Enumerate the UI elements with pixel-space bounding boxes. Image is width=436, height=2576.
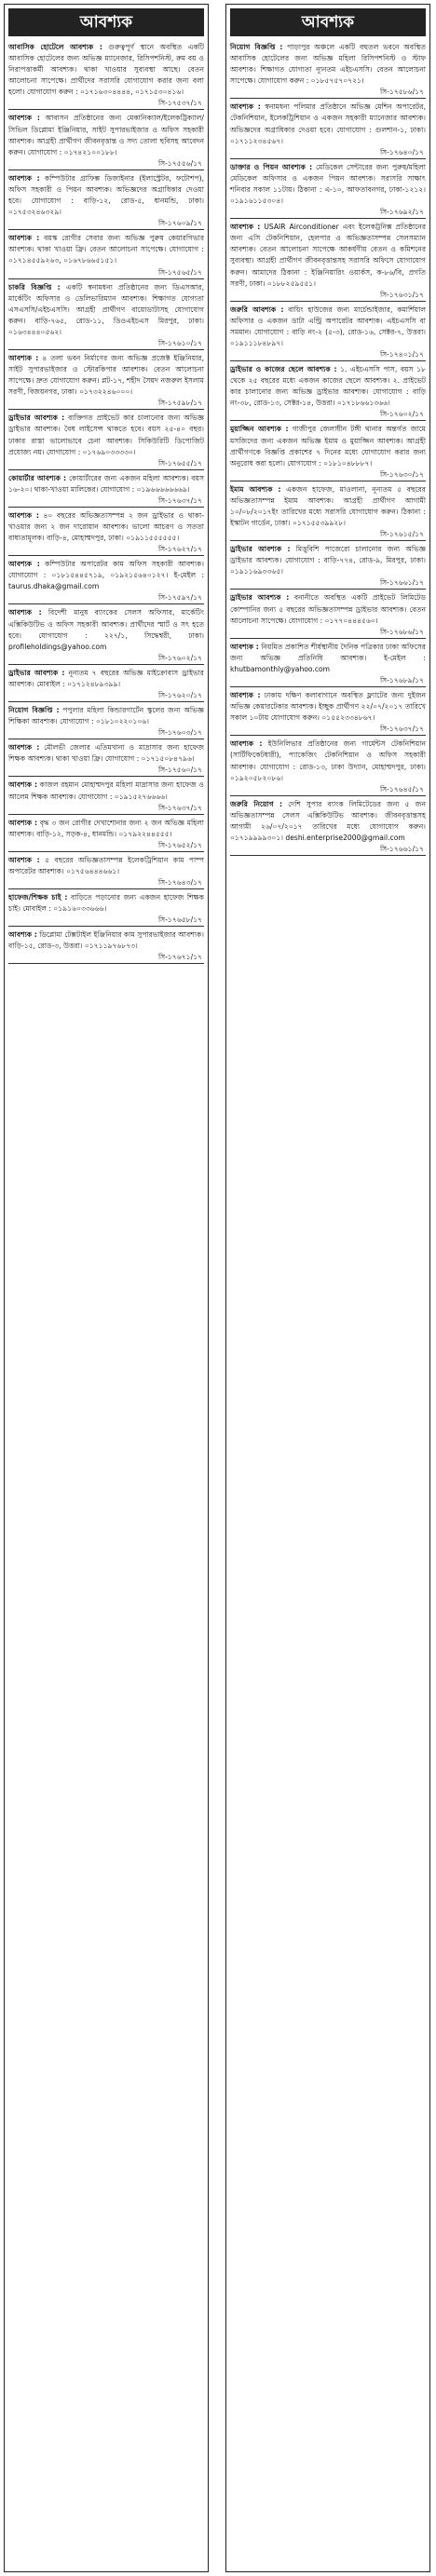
ad-heading: ড্রাইভার আবশ্যক : [230,545,291,554]
ad-body: পাড়াপুর অঞ্চলে একটি বহুতল ভবনে অবস্থিত আবাসিক হোটেলের জন্য অভিজ্ঞ মহিলা রিসিপশনিস্ট ও স্টাফ আবশ্যক। শিক্ষাগত যোগ্যতা ন্যূনতম এইচএসসি। বেতন আলোচনা সাপেক্ষে। যোগাযোগ করুন : ০১৮৫৭৫৭০৭২১। [230,43,426,86]
ad-body: নূন্যতম ৭ বছরের অভিজ্ঞ মাইক্রোবাস ড্রাইভার আবশ্যক। মোবাইল : ০১৭১২৪৮৯৩৯৯। [8,668,204,688]
classified-ad [230,222,426,290]
ad-heading: আবশ্যক : [8,930,37,940]
ad-reference-code: সি-১৭৬৪৫/১৭ [230,784,426,796]
ad-body: ৪ তলা ভবন নির্মাণের জন্য অভিজ্ঞ প্রজেক্ট ইঞ্জিনিয়ার, সাইট সুপারভাইজার ও স্টোরকিপার আবশ্যক। বেতন আলোচনা সাপেক্ষে। দ্রুত যোগাযোগ করুন। প্লট-১৭, শহীদ সৈয়দ নজরুল ইসলাম সরণী, বিজয়নগর, ঢাকা। ০১৭৩২২৪৬০০০। [8,353,205,397]
classified-ad [230,305,426,349]
classified-ad [8,113,204,157]
ad-reference-code: সি-১৭৬৩৭/১৭ [230,724,426,736]
ad-body: কোয়ার্টারের জন্য একজন মহিলা আবশ্যক। বয়স ১৬-২০। থাকা-খাওয়া মালিকের। যোগাযোগ : ০১৯৬৬৬৬৬৬৬৯। [8,473,204,494]
ad-body: বনানীতে অবস্থিত একটি প্রাইভেট লিমিটেড কোম্পানির জন্য ৫ বছরের অভিজ্ঞতাসম্পন্ন ড্রাইভার আবশ্যক। বেতন আলোচনা সাপেক্ষে। যোগাযোগ : ০১৭৭০৪৪৪৫৬০। [230,593,426,625]
ad-body: ডিপ্লোমা টেক্সটাইল ইঞ্জিনিয়ার কাম সুপারভাইজার আবশ্যক। বাড়ি-১৫, রোড-৩, উত্তরা। ০১৭১১৯৭৬৮৭৩। [8,930,204,951]
classified-ad [8,353,204,398]
ad-body: আবাসন প্রতিষ্ঠানের জন্য মেকানিক্যাল/ইলেকট্রিক্যাল/সিভিল ডিপ্লোমা ইঞ্জিনিয়ার, সাইট সুপারভাইজার ও অফিস সহকারী আবশ্যক। আগ্রহী প্রার্থীগণ জীবনবৃত্তান্ত ও সদ্য তোলা ছবিসহ আবেদন করুন। যোগাযোগ : ০১৭৪২১০০১৮৮। [8,114,204,156]
ad-body: মিত্তুবিশি পাজেরো চালানোর জন্য অভিজ্ঞ ড্রাইভার আবশ্যক। যোগাযোগ : বাড়ি-৭৭৪, রোড-৯, মিরপুর, ঢাকা। ০১৯১১৬৯৩৩৬৫। [230,545,426,576]
ad-heading: আবশ্যক : [8,114,40,123]
ad-heading: ইমাম আবশ্যক : [230,484,281,494]
ad-body: একজন হাফেজ, মাওলানা, নূন্যতম ৫ বছরের অভিজ্ঞতাসম্পন্ন ইমাম আবশ্যক। আগ্রহী প্রার্থীগণ আগামী ১০/০৮/২০১৭ইং তারিখের মধ্যে সরাসরি যোগাযোগ করুন। ঠিকানা : ইস্কাটন গার্ডেন, ঢাকা। ০১৭১৫৫৩৯৯২৮। [230,484,426,528]
classified-ad [8,413,204,457]
ad-heading: ডাক্তার ও পিয়ন আবশ্যক : [230,162,313,171]
ad-body: বায়িং হাউজের জন্য মার্চেন্ডাইজার, কমার্শিয়াল অফিসার ও একজন ডাটা এন্ট্রি অপারেটর আবশ্যক। এইচএসসি বা সমমান। যোগাযোগ : বাড়ি নং-২ (৫-৩), রোড-১৬, সেক্টর-৭, উত্তরা। ০১৯১১১৮৪৮৯৭। [230,305,426,347]
ad-heading: ড্রাইভার ও কাজের ছেলে আবশ্যক : [230,365,337,374]
ad-heading: আবশ্যক : [8,855,40,864]
classified-ad [230,642,426,675]
classified-ad [230,102,426,146]
classified-ad [8,559,204,592]
classified-page [4,4,432,2572]
classified-ad [230,544,426,577]
ad-body: ৪০ বছরের অভিজ্ঞতাসম্পন্ন ২ জন ড্রাইভার ও থাকা-খাওয়ার জন্য ২ জন দারোয়ান আবশ্যক। ভালো আচরণ ও সততা বাধ্যতামূলক। বাড়ি-৪, মোহাম্মদপুর, ঢাকা। ০১৯১১৫৫৫৫৫৫। [8,510,204,543]
ad-reference-code: সি-১৭৫৯৭/১৭ [8,592,204,604]
ad-reference-code: সি-১৭৬৩৭/১৭ [8,803,204,815]
ad-body: বিদেশী মানুষ ব্যাংকের সেলস অফিসার, মার্কেটিং এক্সিকিউটিভ ও অফিস সহকারী আবশ্যক। প্রার্থীদের স্মার্ট ও সৎ হতে হবে। যোগাযোগ : ২২৭/১, সিদ্ধেশ্বরী, ঢাকা। profileholdings@yahoo.com [8,608,204,651]
ad-heading: আবশ্যক : [8,780,38,790]
ad-body: একটি স্বনামধন্য প্রতিষ্ঠানের জন্য ডিএসআর, মার্কেটিং অফিসার ও ডেলিভারিম্যান আবশ্যক। শিক্ষাগত যোগ্যতা এসএসসি/এইচএসসি। আগ্রহী প্রার্থীগণ বায়োডাটাসহ যোগাযোগ করুন। বাড়ি-৭৬৫, রোড-১১, ডিওএইচএস মিরপুর, ঢাকা। ০১৬৩৪৪৪০৫৬২। [8,282,204,336]
classified-column-right [225,4,430,2572]
ad-reference-code: সি-১৭৫৬৫/১৭ [8,267,204,279]
ad-body: কম্পিউটার গ্রাফিক্স ডিজাইনার (ইলাস্ট্রেটর, ফটোশপ), অফিস সহকারী ও পিয়ন আবশ্যক। অভিজ্ঞদের অগ্রাধিকার দেওয়া হবে। যোগাযোগ : বাড়ি-১২, রোড-৫, ধানমন্ডি, ঢাকা। ০১৭৫৩২৪৬৩২৯। [8,173,204,217]
classified-ad [230,364,426,409]
classified-ad [230,424,426,468]
ad-heading: আবশ্যক : [230,691,261,700]
ad-heading: ড্রাইভার আবশ্যক : [8,668,65,677]
ad-heading: আবশ্যক : [8,353,39,362]
ad-reference-code: সি-১৭৬২৭/১৭ [8,544,204,556]
ad-reference-code: সি-১৭৬৩১/১৭ [230,290,426,302]
classified-ad [8,742,204,765]
classified-ad [8,668,204,690]
ad-body: স্বনামধন্য পলিমার প্রতিষ্ঠানে অভিজ্ঞ মেশিন অপারেটর, টেকনিশিয়ান, ইলেকট্রিশিয়ান ও একজন সহকারী ম্যানেজার আবশ্যক। অভিজ্ঞদের অগ্রাধিকার দেওয়া হবে। যোগাযোগ : গুলশান-১, ঢাকা। ০১৭১১২৩৪৫৬৭। [230,102,426,145]
ad-heading: নিয়োগ বিজ্ঞপ্তি : [230,43,283,51]
ad-reference-code: সি-১৭৬০২/১৭ [230,409,426,421]
ad-heading: কোয়ার্টার আবশ্যক : [8,473,67,482]
classified-ad [230,690,426,724]
classified-ad [8,42,204,98]
ad-reference-code: সি-১৭৫৩৭/১৭ [8,98,204,110]
ad-reference-code: সি-১৭৬৪০/১৭ [230,147,426,159]
ad-body: গাজীপুর জেলাধীন টঙ্গী থানার অন্তর্গত জামে মসজিদের জন্য একজন অভিজ্ঞ ইমাম ও মুয়াজ্জিন আবশ্যক। আগ্রহী প্রার্থীগণকে বিজ্ঞপ্তি প্রকাশের ৭ দিনের মধ্যে যোগাযোগ করার জন্য অনুরোধ করা হলো। যোগাযোগ : ০১৮১০৪৮৮৮৭। [230,425,427,468]
ad-list [226,40,429,861]
ad-reference-code: সি-১৭৬৮৬/১৭ [230,627,426,639]
ad-body: ইউনিলিভার প্রতিষ্ঠানের জন্য গার্মেন্টস টেকনিশিয়ান (সার্টিফিকেটধারী), প্যাকেজিং টেকনিশিয়ান ও অফিস সহকারী আবশ্যক। যোগাযোগ : রোড-১৩, ঢাকা উদ্যান, মোহাম্মদপুর, ঢাকা। ০১৯২০৫৮২০৮৬। [230,739,426,782]
ad-heading: আবশ্যক : [8,510,39,520]
ad-list [5,40,208,969]
ad-heading: হাফেজ/শিক্ষক চাই : [8,892,68,902]
ad-body: বৃদ্ধ ৩ জন রোগীর দেখাশোনার জন্য ২ জন অভিজ্ঞ মহিলা আবশ্যক। বাড়ি-১২, সড়ক-৪, ধানমন্ডি। ০১৭৯২২৪৪৫৫৫। [8,818,204,838]
classified-ad [8,892,204,915]
classified-ad [230,592,426,626]
ad-body: গুরুত্বপূর্ণ স্থানে অবস্থিত একটি আবাসিক হোটেলের জন্য অভিজ্ঞ ম্যানেজার, রিসিপশনিস্ট, রুম বয় ও নিরাপত্তাকর্মী আবশ্যক। থাকা খাওয়ার সুব্যবস্থা আছে। বেতন আলোচনা সাপেক্ষে। প্রার্থীদের সরাসরি যোগাযোগ করার জন্য বলা হলো। যোগাযোগ করুন : ০১৭১৬৩০৪৪৪৪, ০১৭১৫৩০৪১৬। [8,43,204,97]
classified-ad [8,473,204,495]
ad-reference-code: সি-১৭৬৭১/১৭ [8,952,204,964]
classified-ad [8,780,204,802]
ad-reference-code: সি-১৭৬৫৫/১৭ [8,458,204,470]
classified-ad [8,282,204,338]
column-header: আবশ্যক [8,8,204,36]
ad-body: মৌলভী জেলার এতিমখানা ও মাদ্রাসার জন্য হাফেজ শিক্ষক আবশ্যক। থাকা খাওয়া ফ্রি। যোগাযোগ : ০১৭১৫০৮৪৭৯৬। [8,743,204,764]
classified-column-left [4,4,209,2572]
ad-heading: জরুরি আবশ্যক : [230,305,284,314]
ad-body: পপুলার মহিলা কিন্ডারগার্টেন স্কুলের জন্য অভিজ্ঞ শিক্ষিকা আবশ্যক। যোগাযোগ : ০১৮১০২২০১০৬। [8,706,204,726]
ad-heading: চাকরি বিজ্ঞপ্তি : [8,282,61,291]
ad-heading: আবশ্যক : [230,642,259,651]
ad-reference-code: সি-১৭৫৬০/১৭ [8,765,204,777]
ad-reference-code: সি-১৭৫৯৮/১৭ [8,398,204,410]
classified-ad [8,929,204,952]
ad-body: কাজল রহমান মোহাম্মদপুর মহিলা মাদ্রাসার জন্য হাফেজ ও আলেম শিক্ষক আবশ্যক। যোগাযোগ : ০১৯১৫২৭৬৬৬৬। [8,780,204,801]
ad-body: ব্যক্তিগত প্রাইভেট কার চালানোর জন্য অভিজ্ঞ ড্রাইভার আবশ্যক। বৈধ লাইসেন্স থাকতে হবে। বয়স ২৫-৪০ বছর। ঢাকার রাস্তা ভালোভাবে চেনা আবশ্যক। সিকিউরিটি ডিপোজিট প্রযোজ্য নয়। যোগাযোগ : ০১৭৬৯০৩৩৩৩০। [8,414,204,456]
ad-reference-code: সি-১৭৬৫২/১৭ [8,840,204,852]
ad-reference-code: সি-১৭৬১০/১৭ [8,338,204,350]
ad-reference-code: সি-১৭৬০৯/১৭ [8,218,204,230]
ad-body: মেডিকেল সেন্টারের জন্য পুরুষ/মহিলা মেডিকেল অফিসার ও একজন পিয়ন আবশ্যক। সরাসরি সাক্ষাৎ শনিবার সকাল ১১টায়। ঠিকানা : এ-১০, আফতাবনগর, ঢাকা-১২১২। ০১৯১৬১১৫৩০৪। [230,162,426,206]
ad-reference-code: সি-১৭৬৮৯/১৭ [230,675,426,687]
ad-heading: আবশ্যক : [8,234,40,243]
ad-reference-code: সি-১৭৬৫৮/১৭ [8,915,204,927]
ad-body: কম্পিউটার অপারেটর কাম অফিস সহকারী আবশ্যক। যোগাযোগ : ০১৮১৫৪৪৫৭১৯, ০১৯২১৫৬৪০১২৭। ই-মেইল : taurus.dhaka@gmail.com [8,560,204,591]
classified-ad [8,855,204,877]
classified-ad [230,484,426,529]
ad-reference-code: সি-১৭৬০২/১৭ [8,653,204,665]
classified-ad [230,42,426,87]
ad-heading: আবশ্যক : [8,743,40,752]
ad-reference-code: সি-১৭৬৬১/১৭ [230,577,426,590]
ad-reference-code: সি-১৭৬৪৩/১৭ [8,877,204,889]
ad-heading: জরুরি নিয়োগ : [230,799,283,808]
ad-heading: আবশ্যক : [8,173,40,183]
ad-body: ৫ বছরের অভিজ্ঞতাসম্পন্ন ইলেকট্রিশিয়ান কাম পাম্প অপারেটর আবশ্যক। ০১৭৫৬৪৪৪৬৬১। [8,855,204,875]
ad-reference-code: সি-১৭৬২০/১৭ [8,690,204,702]
column-header: আবশ্যক [230,8,426,36]
ad-reference-code: সি-১৭৫৫৬/১৭ [8,158,204,170]
classified-ad [8,705,204,727]
ad-body: নিয়মিত প্রকাশিত শীর্ষস্থানীয় দৈনিক পত্রিকার ঢাকা অফিসের জন্য অভিজ্ঞ প্রতিনিধি আবশ্যক। ই-মেইল : khutbamonthly@yahoo.com [230,642,426,673]
ad-heading: আবশ্যক : [8,608,42,617]
ad-heading: আবশ্যক : [230,102,261,112]
classified-ad [230,799,426,844]
classified-ad [8,818,204,840]
ad-reference-code: সি-১৭৫৮৬/১৭ [230,87,426,99]
ad-body: বাড়িতে পড়ানোর জন্য একজন হাফেজ শিক্ষক চাই। মোবাইল : ০১৯১৬০৩৩৬৬৬। [8,892,204,914]
classified-ad [8,173,204,218]
ad-body: ঢাকায় দক্ষিণ কলাবাগানে অবস্থিত ফ্ল্যাটের জন্য দুইজন অভিজ্ঞ কেয়ারটেকার আবশ্যক। ইচ্ছুক প্রার্থীগণ ২২/০৭/২০১৭ তারিখে সকাল ১০টায় যোগাযোগ করুন। ০১৫৫২৩৩৪৮৬৭। [230,691,426,723]
ad-reference-code: সি-১৭৬৩০/১৭ [230,469,426,481]
ad-heading: ড্রাইভার আবশ্যক : [8,414,65,423]
ad-body: ১. এইচএসসি পাস, বয়স ১৮ থেকে ২৫ বছরের মধ্যে একজন কাজের ছেলে আবশ্যক। ২. প্রাইভেট কার চালানোর জন্য অভিজ্ঞ ড্রাইভার আবশ্যক। যোগাযোগ : বাড়ি নং-৩৮, রোড-১৩, সেক্টর-১৪, উত্তরা। ০১৭১৮৬৬১৩৬৬। [230,365,426,408]
classified-ad [8,510,204,544]
ad-heading: আবশ্যক : [8,560,40,569]
ad-body: দেশি সুপার ব্যাংক লিমিটেডের জন্য ৫ জন অভিজ্ঞতাসম্পন্ন সেলস এক্সিকিউটিভ আবশ্যক। জীবনবৃত্তান্তসহ আগামী ২৬/০৭/২০১৭ তারিখের মধ্যে যোগাযোগ করুন। ০১৭১৯৯৯৯৩০১। deshi.enterprise2000@gmail.com [230,799,426,842]
ad-reference-code: সি-১৭৬১৫/১৭ [230,529,426,541]
ad-body: বয়স্ক রোগীর সেবার জন্য অভিজ্ঞ পুরুষ কেয়ারগিভার আবশ্যক। থাকা খাওয়া ফ্রি। বেতন আলোচনা সাপেক্ষে। যোগাযোগ : ০১৭১৪৫৫৯২৬৩, ০১৬৭৮৬৬৫১৫১। [8,234,205,265]
ad-heading: আবশ্যক : [230,739,263,749]
classified-ad [8,607,204,652]
ad-heading: আবাসিক হোটেলে আবশ্যক : [8,43,102,51]
ad-reference-code: সি-১৭৬৩৭/১৭ [8,495,204,508]
classified-ad [230,162,426,207]
ad-heading: ড্রাইভার আবশ্যক : [230,593,290,603]
ad-heading: নিয়োগ বিজ্ঞপ্তি : [8,706,60,715]
ad-heading: মুয়াজ্জিন আবশ্যক : [230,425,289,434]
ad-reference-code: সি-১৭৬৯২/১৭ [230,207,426,219]
classified-ad [8,233,204,266]
classified-ad [230,739,426,783]
ad-heading: আবশ্যক : [230,223,261,232]
ad-body: USAIR Airconditioner এবং ইলেকট্রনিক্স প্রতিষ্ঠানের জন্য এসি টেকনিশিয়ান, হেলপার ও অভিজ্ঞতাসম্পন্ন সেলসম্যান আবশ্যক। বেতন আলোচনা সাপেক্ষে আকর্ষণীয় বেতন ও কমিশনের সুব্যবস্থা। আগ্রহী প্রার্থীগণ জীবনবৃত্তান্তসহ সরাসরি অফিসে যোগাযোগ করুন। আমাদের ঠিকানা : ইঞ্জিনিয়ারিং ওয়ার্কস, ক-৮৬/বি, প্রগতি সরণী, ঢাকা। ০১৮৮২৫৯৫৫১। [230,223,426,288]
ad-reference-code: সি-১৭৬৬১/১৭ [230,844,426,856]
ad-reference-code: সি-১৭৪০১/১৭ [230,349,426,361]
ad-heading: আবশ্যক : [8,818,38,827]
ad-reference-code: সি-১৭৬০৩/১৭ [8,727,204,739]
